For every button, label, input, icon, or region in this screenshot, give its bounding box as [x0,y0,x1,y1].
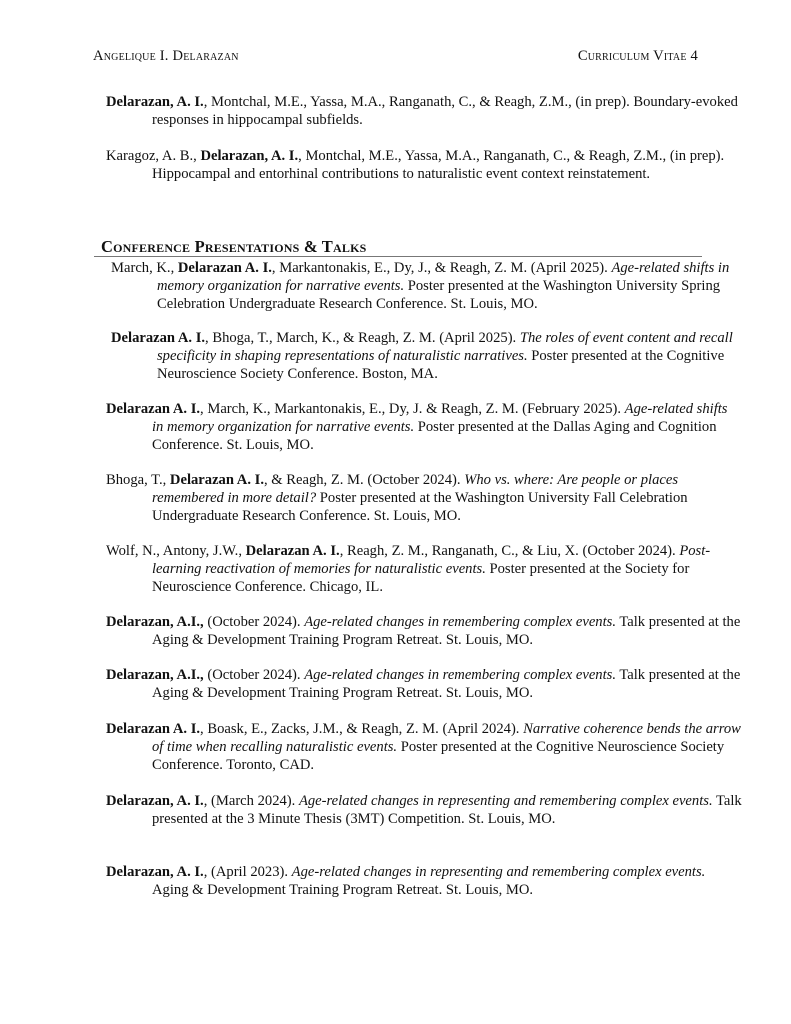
section-divider [94,256,702,257]
entry-text: , Montchal, M.E., Yassa, M.A., Ranganath, C., & Reagh, Z.M., (in prep). Boundary-evoked responses in hippocampal subfields. [152,94,738,128]
entry-date: (October 2024). [203,614,305,630]
self-author: Delarazan, A. I. [106,793,204,809]
presentation-entry [106,720,742,774]
presentation-entry [106,863,742,899]
entry-authors: , Boask, E., Zacks, J.M., & Reagh, Z. M. (April 2024). [200,721,524,737]
entry-venue: Poster presented at the Dallas Aging and Cognition Conference. St. Louis, MO. [152,419,717,453]
entry-authors: , Markantonakis, E., Dy, J., & Reagh, Z. M. (April 2025). [271,260,612,276]
entry-venue: Aging & Development Training Program Retreat. St. Louis, MO. [152,882,534,898]
presentation-entry [106,400,742,454]
presentation-title: Age-related changes in remembering complex events. [304,667,616,683]
entry-venue: Poster presented at the Washington University Spring Celebration Undergraduate Research Conference. St. Louis, MO. [157,278,721,312]
presentation-title: Narrative coherence bends the arrow of time when recalling naturalistic events. [152,721,741,755]
entry-authors: Bhoga, T., [106,472,170,488]
presentation-entry [111,259,743,313]
self-author: Delarazan, A. I. [106,864,204,880]
self-author: Delarazan, A.I., [106,667,204,683]
presentation-entry [106,613,742,649]
self-author: Delarazan, A. I. [200,148,299,164]
self-author: Delarazan A. I. [106,401,201,417]
presentation-title: Age-related changes in remembering complex events. [304,614,616,630]
entry-text: , Montchal, M.E., Yassa, M.A., Ranganath, C., & Reagh, Z.M., (in prep). Hippocampal and entorhinal contributions to naturalistic event context reinstatement. [152,148,725,182]
publication-entry [106,147,742,183]
presentation-entry [111,329,743,383]
entry-venue: Talk presented at the 3 Minute Thesis (3MT) Competition. St. Louis, MO. [152,793,742,827]
section-heading: Conference Presentations & Talks [101,237,367,256]
self-author: Delarazan A. I. [169,472,264,488]
entry-authors: , March, K., Markantonakis, E., Dy, J. & Reagh, Z. M. (February 2025). [200,401,625,417]
entry-date: , (March 2024). [203,793,299,809]
presentation-title: Age-related changes in representing and remembering complex events. [298,793,713,809]
entry-venue: Talk presented at the Aging & Development Training Program Retreat. St. Louis, MO. [152,667,741,701]
publication-entry [106,93,742,129]
entry-venue: Poster presented at the Washington University Fall Celebration Undergraduate Research Conference. St. Louis, MO. [152,490,688,524]
entry-venue: Poster presented at the Cognitive Neuroscience Society Conference. Boston, MA. [157,348,725,382]
presentation-entry [106,666,742,702]
entry-authors: March, K., [111,260,178,276]
running-header-name: Angelique I. Delarazan [93,48,239,64]
self-author: Delarazan A. I. [106,721,201,737]
presentation-title: Post-learning reactivation of memories for naturalistic events. [152,543,711,577]
entry-authors: Karagoz, A. B., [106,148,201,164]
self-author: Delarazan A. I. [111,330,206,346]
presentation-entry [106,792,742,828]
presentation-title: Age-related shifts in memory organization for narrative events. [157,260,730,294]
presentation-title: Who vs. where: Are people or places remembered in more detail? [152,472,679,506]
presentation-entry [106,542,742,596]
entry-authors: , Reagh, Z. M., Ranganath, C., & Liu, X. (October 2024). [339,543,680,559]
presentation-title: The roles of event content and recall specificity in shaping representations of naturalistic narratives. [157,330,733,364]
entry-authors: , & Reagh, Z. M. (October 2024). [263,472,465,488]
presentation-title: Age-related changes in representing and remembering complex events. [291,864,706,880]
entry-authors: , Bhoga, T., March, K., & Reagh, Z. M. (April 2025). [205,330,520,346]
entry-venue: Poster presented at the Society for Neuroscience Conference. Chicago, IL. [152,561,690,595]
entry-date: , (April 2023). [203,864,292,880]
self-author: Delarazan, A. I. [106,94,204,110]
presentation-title: Age-related shifts in memory organization for narrative events. [152,401,728,435]
presentation-entry [106,471,742,525]
running-header-title: Curriculum Vitae 4 [577,48,698,64]
self-author: Delarazan, A.I., [106,614,204,630]
entry-date: (October 2024). [203,667,305,683]
entry-venue: Poster presented at the Cognitive Neuroscience Society Conference. Toronto, CAD. [152,739,725,773]
entry-authors: Wolf, N., Antony, J.W., [106,543,246,559]
self-author: Delarazan A. I. [245,543,340,559]
entry-venue: Talk presented at the Aging & Development Training Program Retreat. St. Louis, MO. [152,614,741,648]
self-author: Delarazan A. I. [177,260,272,276]
